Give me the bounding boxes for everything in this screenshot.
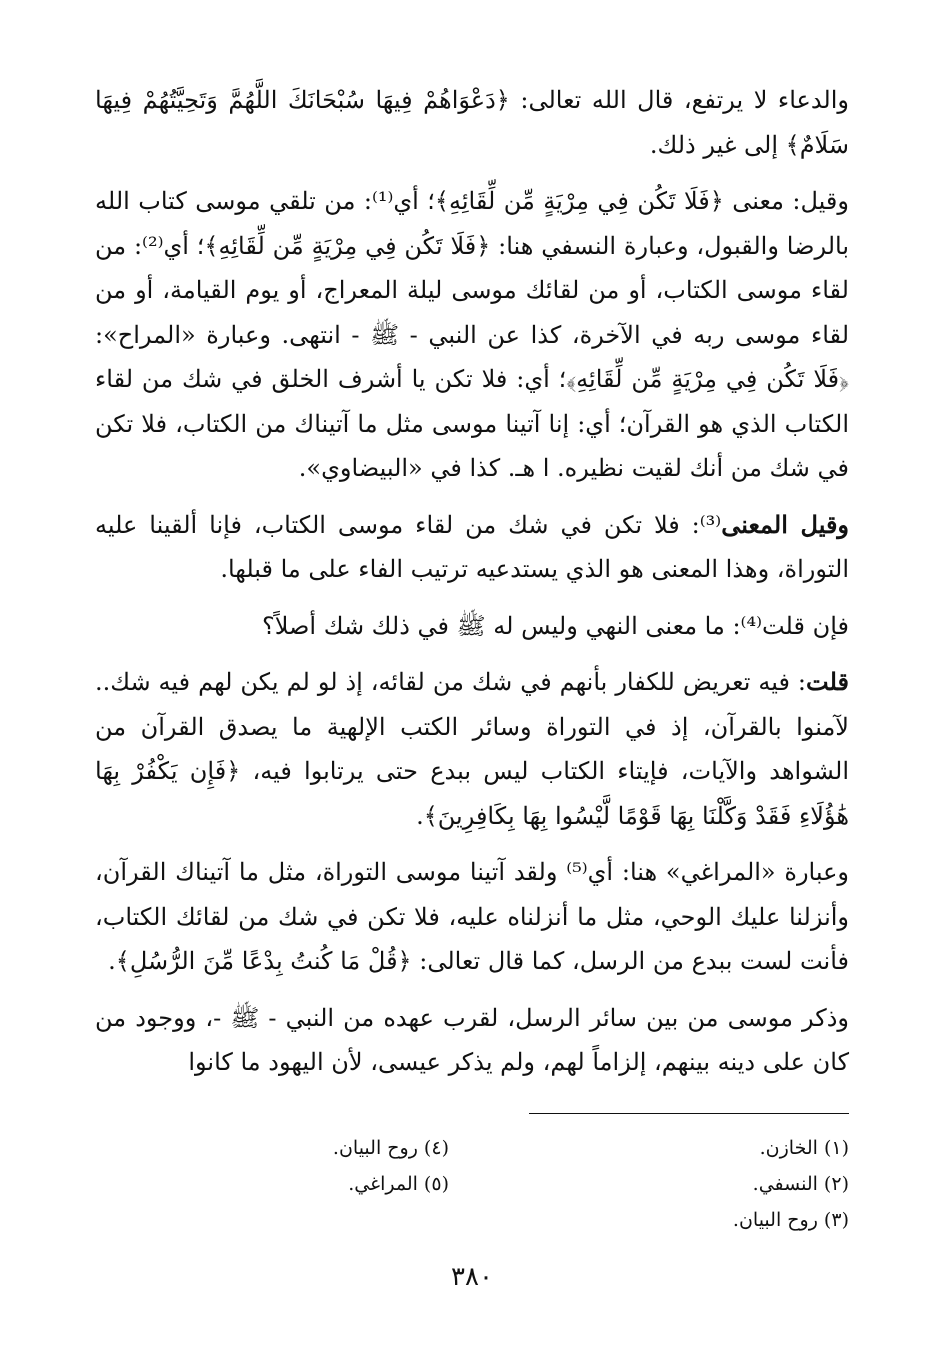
paragraph-6-text: وعبارة «المراغي» هنا: أي⁽⁵⁾ ولقد آتينا موسى التوراة، مثل ما آتيناك القرآن، وأنزلنا عليك الوحي، مثل ما أنزلناه عليه، فلا تكن في شك من لقائك الكتاب، فأنت لست ببدع من الرسل، كما قال تعالى: ﴿قُلْ مَا كُنتُ بِدْعًا مِّنَ الرُّسُلِ﴾.: [95, 858, 849, 975]
footnote-4: (٤) روح البيان.: [332, 1137, 449, 1159]
paragraph-7: [95, 996, 849, 1085]
paragraph-2: [95, 179, 849, 491]
footnote-5: (٥) المراغي.: [348, 1173, 449, 1195]
main-text: [95, 78, 849, 1097]
page-number: ٣٨٠: [451, 1262, 493, 1292]
paragraph-2-text: وقيل: معنى ﴿فَلَا تَكُن فِي مِرْيَةٍ مِّن لِّقَائِهِ﴾؛ أي⁽¹⁾: من تلقي موسى كتاب الله بالرضا والقبول، وعبارة النسفي هنا: ﴿فَلَا تَكُن فِي مِرْيَةٍ مِّن لِّقَائِهِ﴾؛ أي⁽²⁾: من لقاء موسى الكتاب، أو من لقائك موسى ليلة المعراج، أو يوم القيامة، أو من لقاء موسى ربه في الآخرة، كذا عن النبي - ﷺ - انتهى. وعبارة «المراح»: ﴿فَلَا تَكُن فِي مِرْيَةٍ مِّن لِّقَائِهِ﴾؛ أي: فلا تكن يا أشرف الخلق في شك من لقاء الكتاب الذي هو القرآن؛ أي: إنا آتينا موسى مثل ما آتيناك من الكتاب، فلا تكن في شك من أنك لقيت نظيره. ا هـ. كذا في «البيضاوي».: [95, 187, 850, 482]
paragraph-3-text: ⁽³⁾: فلا تكن في شك من لقاء موسى الكتاب، فإنا ألقينا عليه التوراة، وهذا المعنى هو الذي يستدعيه ترتيب الفاء على ما قبلها.: [95, 510, 849, 583]
paragraph-6: [95, 850, 849, 984]
paragraph-7-text: وذكر موسى من بين سائر الرسل، لقرب عهده من النبي - ﷺ -، ووجود من كان على دينه بينهم، إلزاماً لهم، ولم يذكر عيسى، لأن اليهود ما كانوا: [95, 1003, 849, 1076]
paragraph-5-text: : فيه تعريض للكفار بأنهم في شك من لقائه، إذ لو لم يكن لهم فيه شك.. لآمنوا بالقرآن، إذ في التوراة وسائر الكتب الإلهية ما يصدق القرآن من الشواهد والآيات، فإيتاء الكتاب ليس ببدع حتى يرتابوا فيه، ﴿فَإِن يَكْفُرْ بِهَا هَٰؤُلَاءِ فَقَدْ وَكَّلْنَا بِهَا قَوْمًا لَّيْسُوا بِهَا بِكَافِرِينَ﴾.: [95, 668, 849, 830]
footnote-1: (١) الخازن.: [759, 1137, 849, 1159]
paragraph-3: [95, 503, 849, 592]
footnote-2: (٢) النسفي.: [752, 1173, 849, 1195]
footnotes-right-column: [529, 1130, 849, 1238]
footnote-3: (٣) روح البيان.: [732, 1209, 849, 1231]
footnotes-left-column: [129, 1130, 449, 1202]
footnote-divider: [529, 1113, 849, 1114]
paragraph-3-lead: وقيل المعنى: [721, 509, 850, 539]
paragraph-1-text: والدعاء لا يرتفع، قال الله تعالى: ﴿دَعْوَاهُمْ فِيهَا سُبْحَانَكَ اللَّهُمَّ وَتَحِيَّتُهُمْ فِيهَا سَلَامٌ﴾ إلى غير ذلك.: [95, 86, 849, 159]
paragraph-4: [95, 604, 849, 649]
paragraph-1: [95, 78, 849, 167]
paragraph-5: [95, 660, 849, 838]
paragraph-5-lead: قلت: [806, 667, 849, 696]
paragraph-4-text: فإن قلت⁽⁴⁾: ما معنى النهي وليس له ﷺ في ذلك شك أصلاً؟: [261, 611, 849, 640]
